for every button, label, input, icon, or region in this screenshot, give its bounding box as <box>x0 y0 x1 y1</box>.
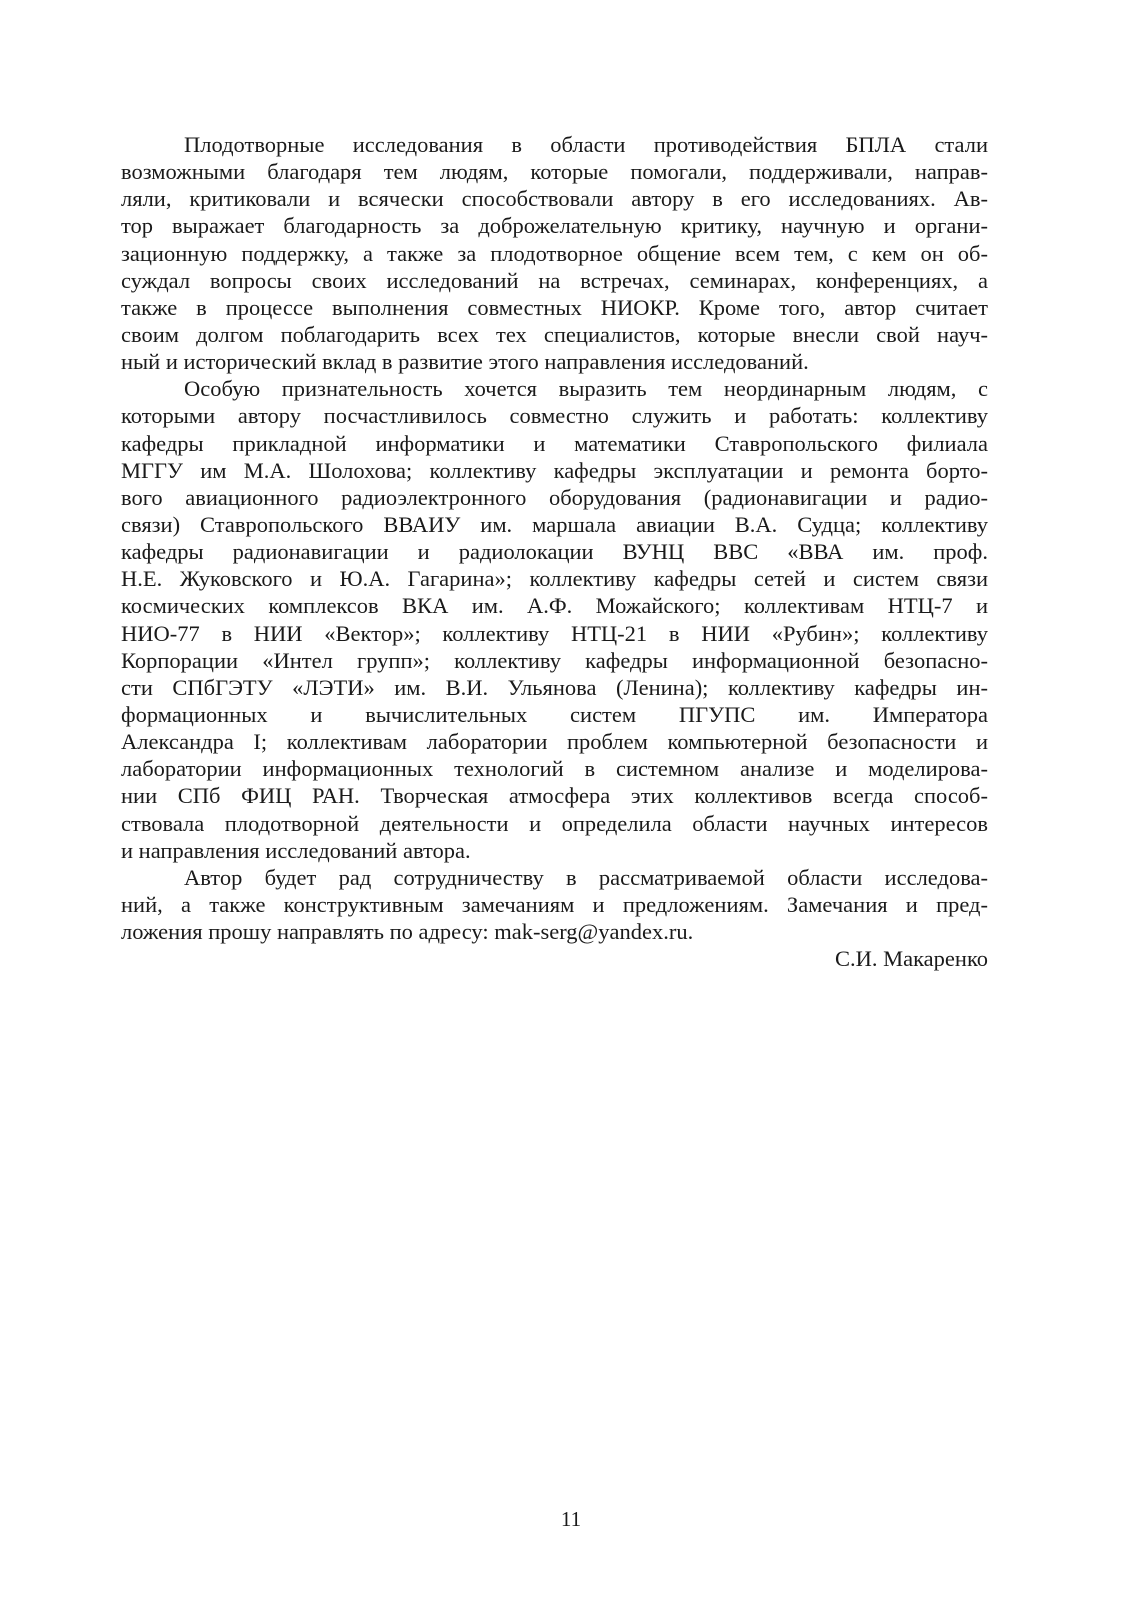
text-line: связи) Ставропольского ВВАИУ им. маршала авиации В.А. Судца; коллективу <box>121 511 988 537</box>
text-line: кафедры прикладной информатики и математики Ставропольского филиала <box>121 430 988 456</box>
text-line: ний, а также конструктивным замечаниям и предложениям. Замечания и пред- <box>121 891 988 917</box>
paragraph-gratitude-teams <box>121 375 988 864</box>
text-line: Плодотворные исследования в области противодействия БПЛА стали <box>184 132 988 157</box>
text-line: НИО-77 в НИИ «Вектор»; коллективу НТЦ-21 в НИИ «Рубин»; коллективу <box>121 620 988 646</box>
text-line: Корпорации «Интел групп»; коллективу кафедры информационной безопасно- <box>121 647 988 673</box>
text-line: также в процессе выполнения совместных НИОКР. Кроме того, автор считает <box>121 294 988 320</box>
text-line: Александра I; коллективам лаборатории проблем компьютерной безопасности и <box>121 729 988 755</box>
text-line: Автор будет рад сотрудничеству в рассматриваемой области исследова- <box>184 864 988 890</box>
text-line: зационную поддержку, а также за плодотворное общение всем тем, с кем он об- <box>121 240 988 266</box>
author-signature: С.И. Макаренко <box>834 946 988 972</box>
text-line: ный и исторический вклад в развитие этого направления исследований. <box>121 349 809 375</box>
text-line-with-email: ложения прошу направлять по адресу: mak-serg@yandex.ru. <box>121 919 694 945</box>
text-line: МГГУ им М.А. Шолохова; коллективу кафедры эксплуатации и ремонта борто- <box>121 457 988 483</box>
text-line: тор выражает благодарность за доброжелательную критику, научную и органи- <box>121 213 988 239</box>
text-line: космических комплексов ВКА им. А.Ф. Можайского; коллективам НТЦ-7 и <box>121 593 988 619</box>
text-line: лаборатории информационных технологий в системном анализе и моделирова- <box>121 756 988 782</box>
text-line: Н.Е. Жуковского и Ю.А. Гагарина»; коллективу кафедры сетей и систем связи <box>121 566 988 592</box>
text-line: своим долгом поблагодарить всех тех специалистов, которые внесли свой науч- <box>121 321 988 347</box>
page-number: 11 <box>560 1507 582 1531</box>
text-line: ляли, критиковали и всячески способствовали автору в его исследованиях. Ав- <box>121 186 988 212</box>
text-line: суждал вопросы своих исследований на встречах, семинарах, конференциях, а <box>121 267 988 293</box>
paragraph-contact <box>121 864 988 945</box>
text-line: которыми автору посчастливилось совместно служить и работать: коллективу <box>121 403 988 429</box>
paragraph-acknowledgement-intro <box>121 131 988 375</box>
text-line: нии СПб ФИЦ РАН. Творческая атмосфера этих коллективов всегда способ- <box>121 783 988 809</box>
text-line: Особую признательность хочется выразить тем неординарным людям, с <box>184 376 988 402</box>
text-line: вого авиационного радиоэлектронного оборудования (радионавигации и радио- <box>121 484 988 510</box>
text-line: формационных и вычислительных систем ПГУПС им. Императора <box>121 701 988 727</box>
text-line: кафедры радионавигации и радиолокации ВУНЦ ВВС «ВВА им. проф. <box>121 539 988 565</box>
body-text <box>121 131 988 972</box>
text-line: сти СПбГЭТУ «ЛЭТИ» им. В.И. Ульянова (Ленина); коллективу кафедры ин- <box>121 674 988 700</box>
text-line: возможными благодаря тем людям, которые помогали, поддерживали, направ- <box>121 159 988 185</box>
text-line: ствовала плодотворной деятельности и определила области научных интересов <box>121 810 988 836</box>
text-line: и направления исследований автора. <box>121 837 471 863</box>
